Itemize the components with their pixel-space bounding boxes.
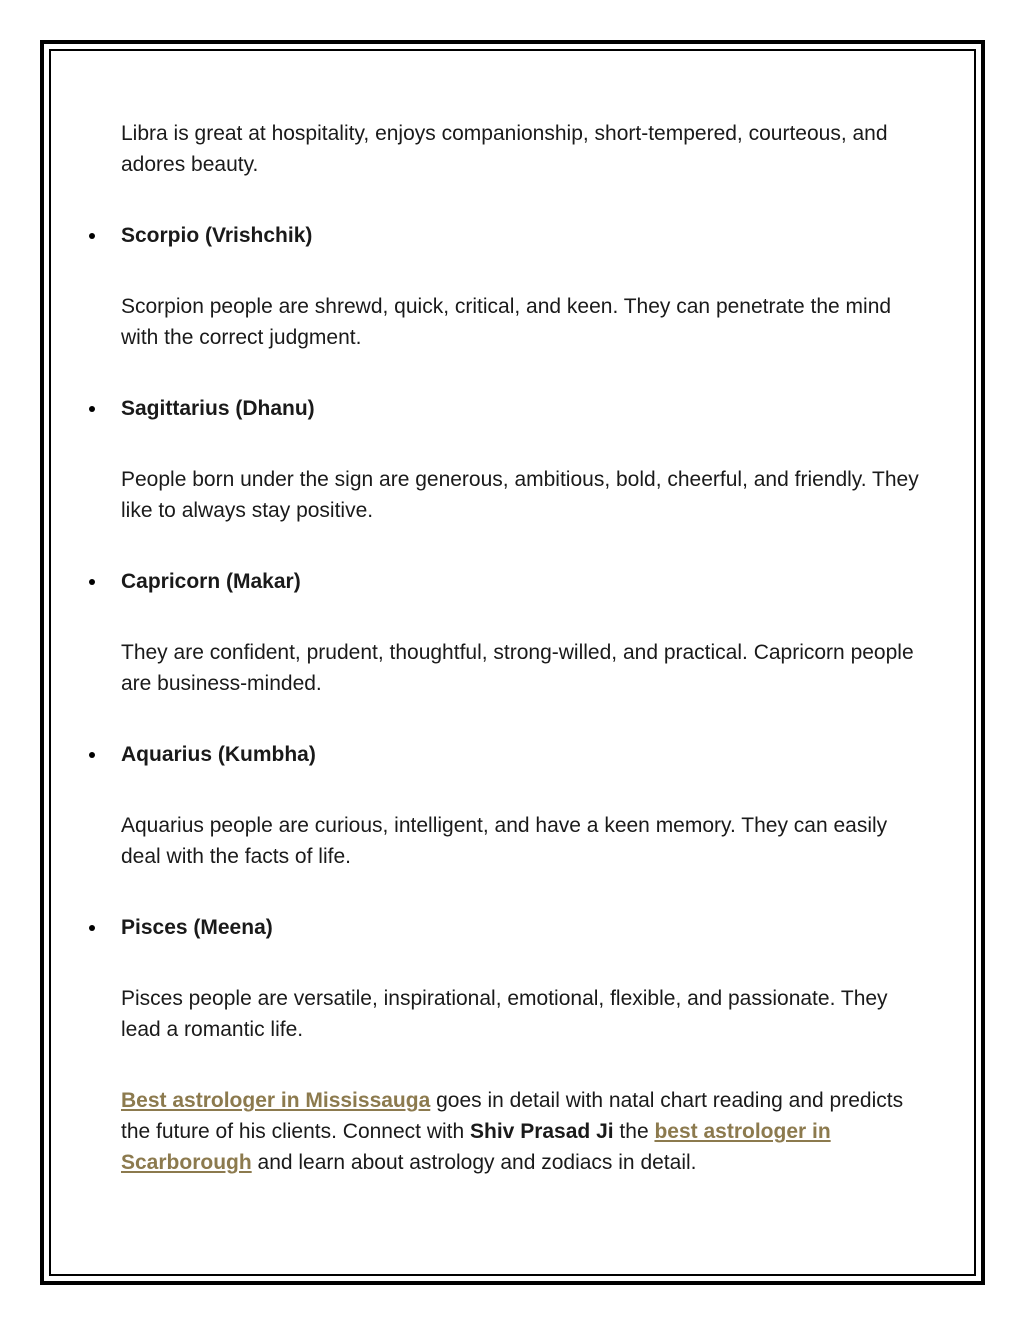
- sign-description-capricorn: They are confident, prudent, thoughtful, strong-willed, and practical. Capricorn people are business-minded.: [121, 641, 914, 695]
- closing-text-2: the: [613, 1120, 655, 1143]
- bullet-icon: [89, 233, 95, 239]
- sign-description-aquarius: Aquarius people are curious, intelligent, and have a keen memory. They can easily deal with the facts of life.: [121, 814, 888, 868]
- closing-text-1: goes in detail with natal chart reading and predicts the future of his clients. Connect with: [121, 1089, 904, 1143]
- bullet-icon: [89, 925, 95, 931]
- intro-paragraph: Libra is great at hospitality, enjoys companionship, short-tempered, courteous, and adores beauty.: [121, 122, 888, 176]
- bullet-icon: [89, 752, 95, 758]
- sign-description-sagittarius: People born under the sign are generous, ambitious, bold, cheerful, and friendly. They like to always stay positive.: [121, 468, 919, 522]
- sign-heading-sagittarius: [121, 393, 921, 424]
- bullet-icon: [89, 406, 95, 412]
- scarborough-astrologer-link[interactable]: best astrologer in Scarborough: [121, 1120, 831, 1174]
- document-body: [121, 118, 921, 1218]
- sign-heading-aquarius: [121, 739, 921, 770]
- sign-title: Sagittarius (Dhanu): [121, 397, 315, 420]
- closing-paragraph: [121, 1085, 921, 1178]
- closing-text-3: and learn about astrology and zodiacs in detail.: [251, 1151, 697, 1174]
- sign-title: Pisces (Meena): [121, 916, 273, 939]
- sign-description-scorpio: Scorpion people are shrewd, quick, critical, and keen. They can penetrate the mind with the correct judgment.: [121, 295, 892, 349]
- mississauga-astrologer-link[interactable]: Best astrologer in Mississauga: [121, 1089, 431, 1112]
- bullet-icon: [89, 579, 95, 585]
- astrologer-name: Shiv Prasad Ji: [470, 1120, 614, 1143]
- sign-heading-capricorn: [121, 566, 921, 597]
- sign-title: Capricorn (Makar): [121, 570, 301, 593]
- sign-title: Scorpio (Vrishchik): [121, 224, 313, 247]
- sign-title: Aquarius (Kumbha): [121, 743, 316, 766]
- sign-heading-scorpio: [121, 220, 921, 251]
- sign-description-pisces: Pisces people are versatile, inspirational, emotional, flexible, and passionate. They lead a romantic life.: [121, 987, 888, 1041]
- sign-heading-pisces: [121, 912, 921, 943]
